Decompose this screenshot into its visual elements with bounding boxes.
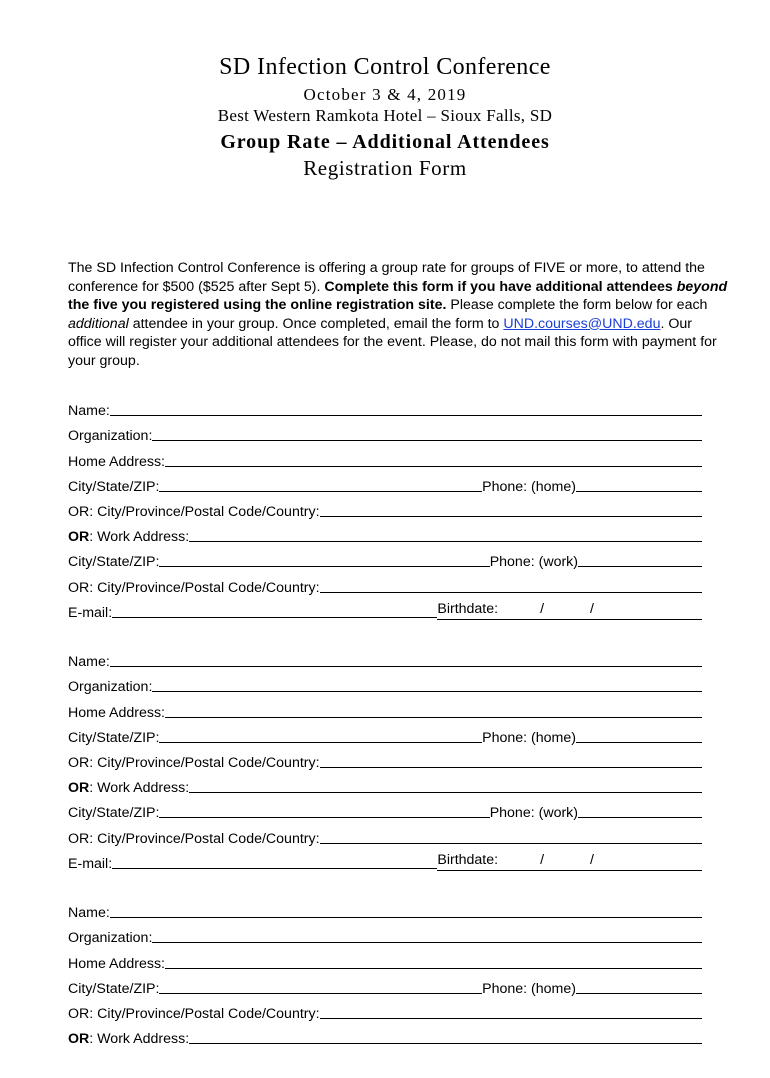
birthdate-field[interactable]: Birthdate: / / [437,852,702,871]
intro-bold-italic: beyond [676,278,728,295]
work-address-label: OR: Work Address: [68,780,190,797]
city-state-zip-field[interactable] [159,475,482,492]
phone-home-field[interactable] [576,977,702,994]
email-link[interactable]: UND.courses@UND.edu [503,315,661,332]
phone-work-field[interactable] [578,801,702,818]
conference-title: SD Infection Control Conference [219,54,551,80]
phone-home-label: Phone: (home) [482,980,576,997]
or-city-province-field[interactable] [320,1002,702,1019]
work-city-state-zip-field[interactable] [159,801,489,818]
phone-home-label: Phone: (home) [482,729,576,746]
work-city-state-zip-field[interactable] [159,550,489,567]
work-or-city-province-field[interactable] [320,827,702,844]
email-field[interactable] [112,852,437,869]
work-address-field[interactable] [189,1027,702,1044]
name-label: Name: [68,403,110,420]
form-header [0,54,770,181]
attendee-block-3 [68,896,702,1047]
form-name: Registration Form [303,156,467,181]
home-address-label: Home Address: [68,453,165,470]
intro-text-3: . Our office will register your additional attendees for the event. Please, do not mail this form with payment for your group. [68,315,717,369]
work-address-label: OR: Work Address: [68,529,190,546]
organization-field[interactable] [152,926,702,943]
organization-field[interactable] [152,424,702,441]
email-field[interactable] [112,601,437,618]
email-label: E-mail: [68,604,113,621]
or-city-province-field[interactable] [320,500,702,517]
conference-venue: Best Western Ramkota Hotel – Sioux Falls, SD [217,105,553,125]
phone-work-field[interactable] [578,550,702,567]
organization-label: Organization: [68,930,153,947]
work-address-label: OR: Work Address: [68,1031,190,1048]
phone-home-label: Phone: (home) [482,478,576,495]
home-address-label: Home Address: [68,955,165,972]
city-state-zip-label: City/State/ZIP: [68,478,160,495]
name-label: Name: [68,905,110,922]
city-state-zip-label: City/State/ZIP: [68,729,160,746]
home-address-label: Home Address: [68,704,165,721]
home-address-field[interactable] [165,701,702,718]
phone-work-label: Phone: (work) [489,805,578,822]
intro-text-2b: attendee in your group. Once completed, email the form to [128,315,504,332]
conference-dates: October 3 & 4, 2019 [303,84,467,104]
phone-home-field[interactable] [576,726,702,743]
city-state-zip-field[interactable] [159,726,482,743]
city-state-zip-field[interactable] [159,977,482,994]
organization-label: Organization: [68,679,153,696]
name-field[interactable] [110,399,702,416]
intro-paragraph [68,259,728,371]
intro-text-2a: Please complete the form below for each [446,297,708,314]
or-city-province-label: OR: City/Province/Postal Code/Country: [68,503,320,520]
attendee-block-1 [68,394,702,621]
attendee-block-2 [68,645,702,872]
name-field[interactable] [110,650,702,667]
email-label: E-mail: [68,855,113,872]
intro-text-1: The SD Infection Control Conference is offering a group rate for groups of FIVE or more, to attend the conference for $500 ($525 after Sept 5). [68,260,705,295]
work-city-state-zip-label: City/State/ZIP: [68,805,160,822]
work-address-field[interactable] [189,525,702,542]
home-address-field[interactable] [165,450,702,467]
work-or-city-province-label: OR: City/Province/Postal Code/Country: [68,579,320,596]
intro-bold-1: Complete this form if you have additional attendees [324,278,677,295]
city-state-zip-label: City/State/ZIP: [68,980,160,997]
work-or-city-province-label: OR: City/Province/Postal Code/Country: [68,830,320,847]
or-city-province-label: OR: City/Province/Postal Code/Country: [68,1005,320,1022]
intro-bold-2: the five you registered using the online registration site. [68,297,447,314]
name-label: Name: [68,654,110,671]
form-subtitle: Group Rate – Additional Attendees [220,130,550,153]
intro-italic: additional [68,315,129,332]
organization-label: Organization: [68,428,153,445]
work-city-state-zip-label: City/State/ZIP: [68,554,160,571]
birthdate-field[interactable]: Birthdate: / / [437,601,702,620]
work-or-city-province-field[interactable] [320,576,702,593]
or-city-province-label: OR: City/Province/Postal Code/Country: [68,754,320,771]
phone-home-field[interactable] [576,475,702,492]
work-address-field[interactable] [189,776,702,793]
name-field[interactable] [110,901,702,918]
organization-field[interactable] [152,675,702,692]
or-city-province-field[interactable] [320,751,702,768]
home-address-field[interactable] [165,952,702,969]
phone-work-label: Phone: (work) [489,554,578,571]
